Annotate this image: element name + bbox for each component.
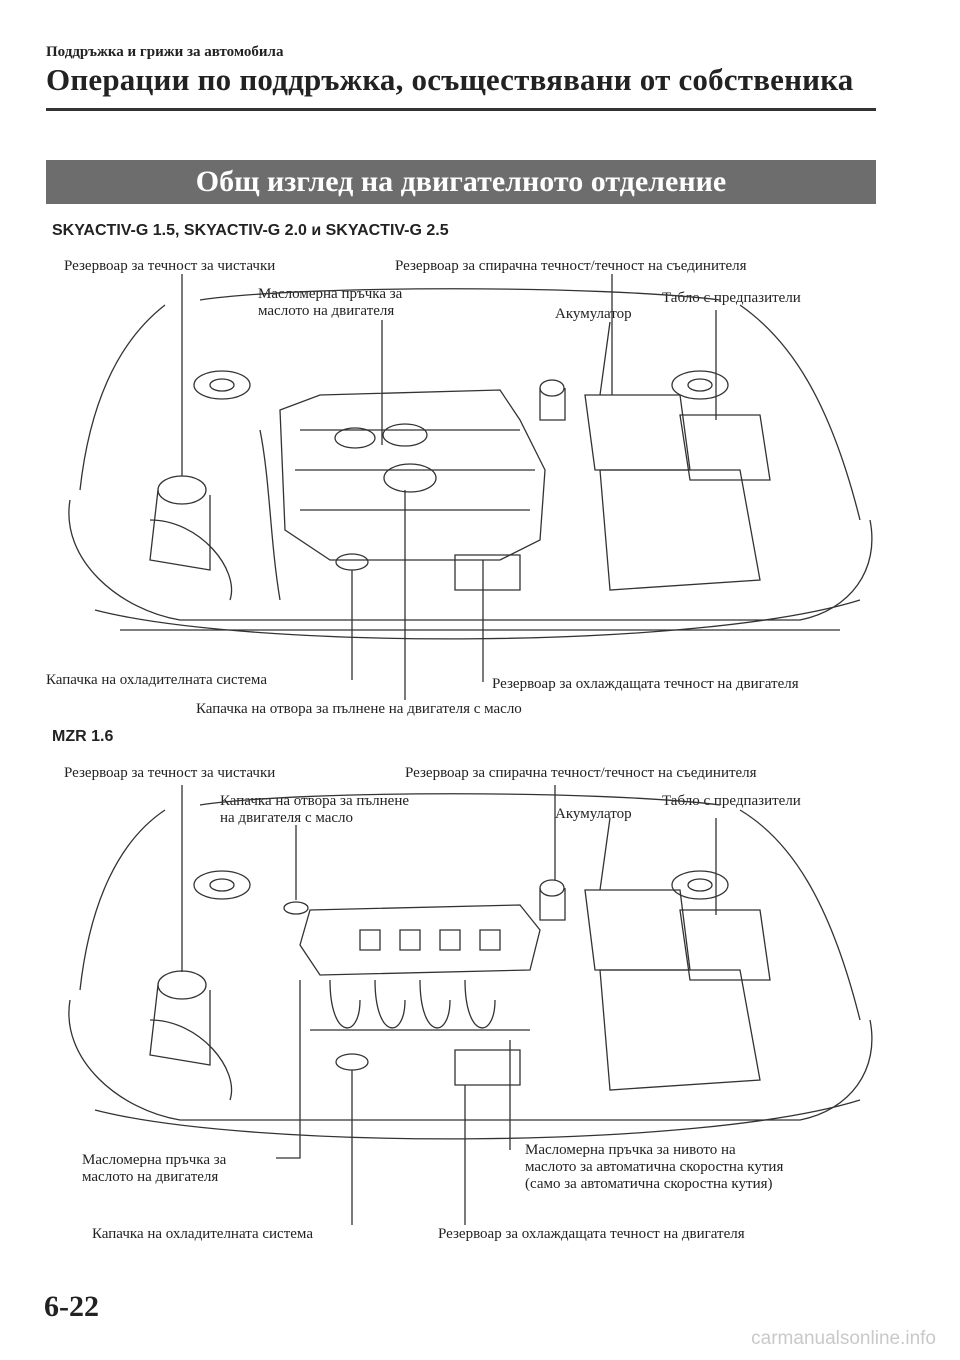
s2-label-atf-3: (само за автоматична скоростна кутия) [525,1176,773,1192]
s2-label-radiator: Капачка на охладителната система [92,1226,313,1242]
page-number: 6-22 [44,1290,99,1323]
breadcrumb: Поддръжка и грижи за автомобила [46,44,284,60]
s2-label-washer: Резервоар за течност за чистачки [64,765,276,781]
s1-label-dipstick-2: маслото на двигателя [258,303,395,319]
s1-label-coolant: Резервоар за охлаждащата течност на двигателя [492,676,799,692]
s2-label-battery: Акумулатор [555,806,632,822]
section1-heading: SKYACTIV-G 1.5, SKYACTIV-G 2.0 и SKYACTIV-G 2.5 [52,222,449,239]
watermark: carmanualsonline.info [751,1328,936,1349]
s1-label-fuse: Табло с предпазители [662,290,801,306]
s2-label-dipstick-2: маслото на двигателя [82,1169,219,1185]
s1-label-battery: Акумулатор [555,306,632,322]
section2-heading: MZR 1.6 [52,728,114,745]
s1-label-radiator: Капачка на охладителната система [46,672,267,688]
s2-label-fuse: Табло с предпазители [662,793,801,809]
s1-label-oilcap: Капачка на отвора за пълнене на двигателя с масло [196,701,522,717]
s2-label-atf-2: маслото за автоматична скоростна кутия [525,1159,784,1175]
s1-label-washer: Резервоар за течност за чистачки [64,258,276,274]
page-title: Операции по поддръжка, осъществявани от собственика [46,62,854,97]
s1-label-brake: Резервоар за спирачна течност/течност на съединителя [395,258,747,274]
section-banner: Общ изглед на двигателното отделение [46,160,876,204]
s1-label-dipstick-1: Масломерна пръчка за [258,286,403,302]
s2-label-brake: Резервоар за спирачна течност/течност на съединителя [405,765,757,781]
s2-label-atf-1: Масломерна пръчка за нивото на [525,1142,736,1158]
s2-label-oilcap-1: Капачка на отвора за пълнене [220,793,410,809]
s2-label-oilcap-2: на двигателя с масло [220,810,354,826]
s2-label-dipstick-1: Масломерна пръчка за [82,1152,227,1168]
s2-label-coolant: Резервоар за охлаждащата течност на двигателя [438,1226,745,1242]
